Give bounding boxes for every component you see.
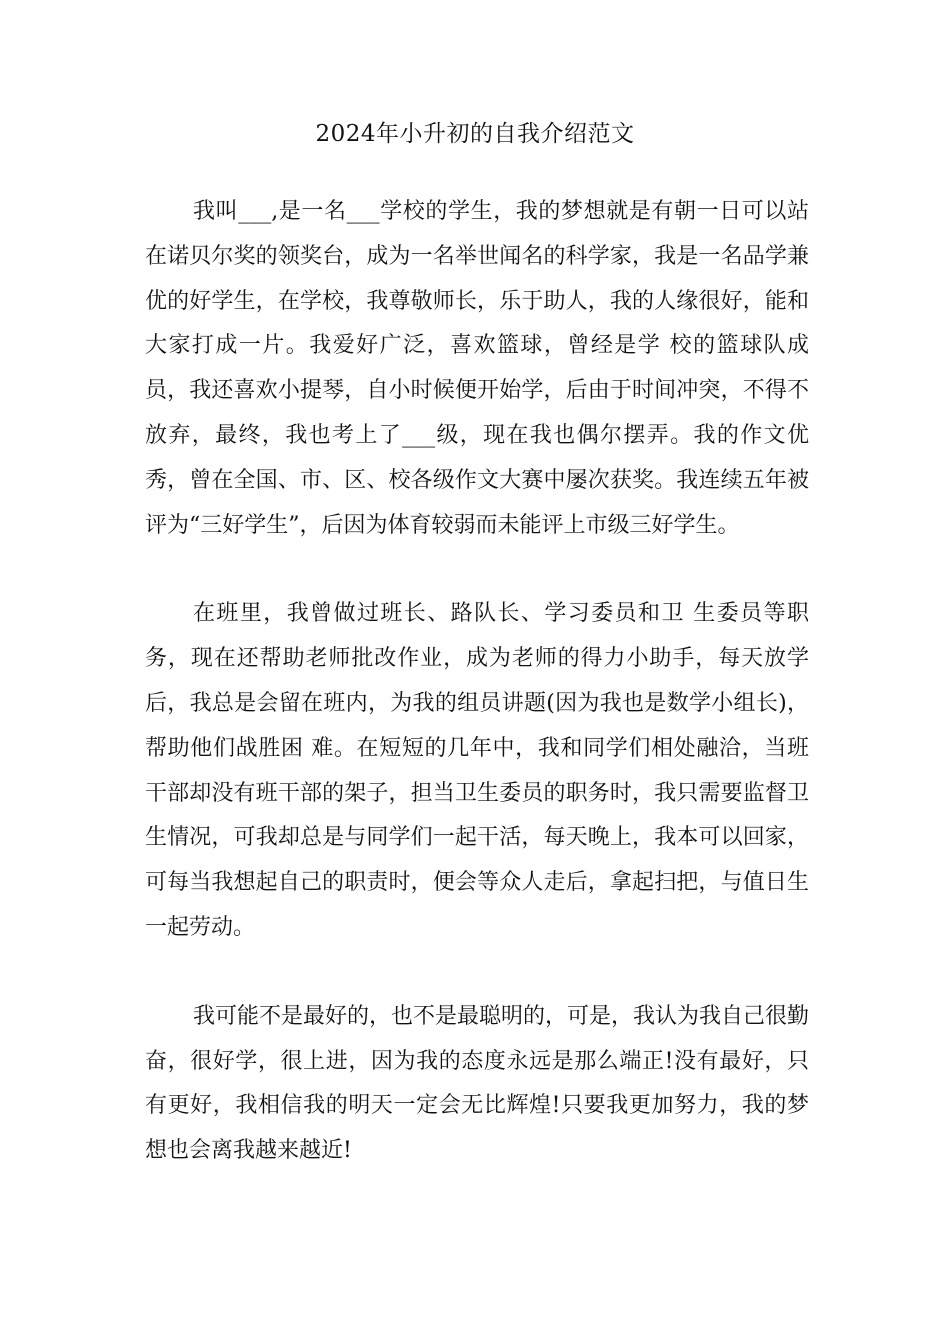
document-body	[145, 190, 809, 1174]
paragraph-conclusion: 我可能不是最好的，也不是最聪明的，可是，我认为我自己很勤奋，很好学，很上进，因为我的态度永远是那么端正!没有最好，只有更好，我相信我的明天一定会无比辉煌!只要我更加努力，我的梦想也会离我越来越近!	[145, 1003, 810, 1164]
document-title: 2024年小升初的自我介绍范文	[315, 121, 635, 147]
paragraph-self-introduction: 我叫___,是一名___学校的学生，我的梦想就是有朝一日可以站在诺贝尔奖的领奖台，成为一名举世闻名的科学家，我是一名品学兼优的好学生，在学校，我尊敬师长，乐于助人，我的人缘很好，能和大家打成一片。我爱好广泛，喜欢篮球，曾经是学 校的篮球队成员，我还喜欢小提琴，自小时候便开始学，后由于时间冲突，不得不放弃，最终，我也考上了___级，现在我也偶尔摆弄。我的作文优秀，曾在全国、市、区、校各级作文大赛中屡次获奖。我连续五年被评为“三好学生”，后因为体育较弱而未能评上市级三好学生。	[145, 199, 809, 538]
paragraph-class-duties: 在班里，我曾做过班长、路队长、学习委员和卫 生委员等职务，现在还帮助老师批改作业，成为老师的得力小助手，每天放学后，我总是会留在班内，为我的组员讲题(因为我也是数学小组长)，帮助他们战胜困 难。在短短的几年中，我和同学们相处融洽，当班干部却没有班干部的架子，担当卫生委员的职务时，我只需要监督卫生情况，可我却总是与同学们一起干活，每天晚上，我本可以回家，可每当我想起自己的职责时，便会等众人走后，拿起扫把，与值日生一起劳动。	[145, 601, 809, 940]
